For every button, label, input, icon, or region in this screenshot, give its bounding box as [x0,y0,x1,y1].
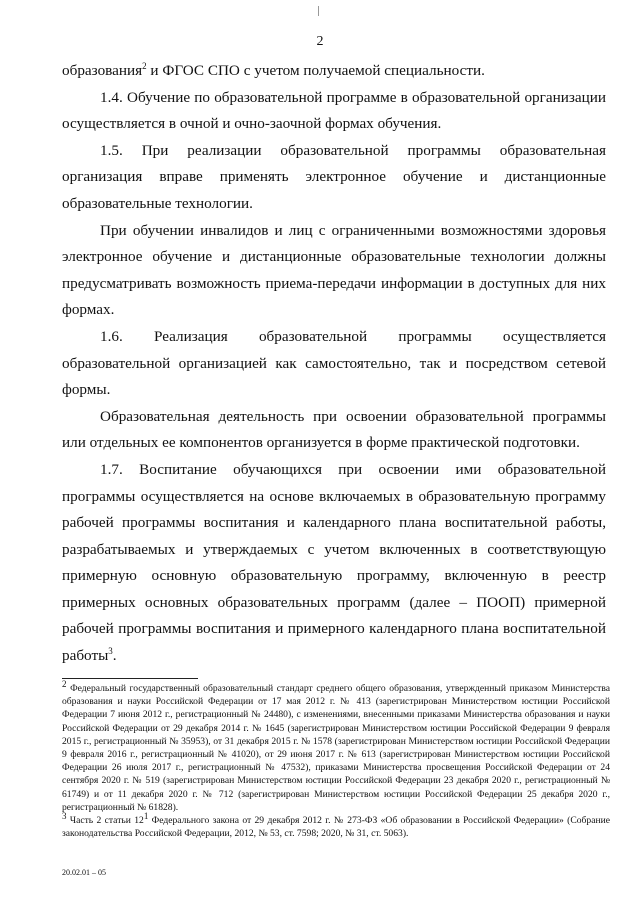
paragraph-continuation: образования$^2$ и ФГОС СПО с учетом получаемой специальности. [62,60,485,79]
page-number: 2 [316,34,324,49]
paragraph-1-4: 1.4. Обучение по образовательной программе в образовательной организации осуществляется в очной и очно-заочной формах обучения. [62,88,606,133]
paragraph-disabled-persons: При обучении инвалидов и лиц с ограниченными возможностями здоровья электронное обучение и дистанционные образовательные технологии должны предусматривать возможность приема-передачи информации в доступных для них формах. [62,221,606,319]
footnote-divider [62,678,198,679]
scan-mark [318,6,319,16]
footnote-3: $^3$ Часть 2 статьи $12^1$ Федерального закона от 29 декабря 2012 г. № 273-ФЗ «Об образовании в Российской Федерации» (Собрание законодательства Российской Федерации, 2012, № 53, ст. 7598; 2020, № 31, ст. 5063). [62,810,610,840]
paragraph-1-6: 1.6. Реализация образовательной программы осуществляется образовательной организацией как самостоятельно, так и посредством сетевой формы. [62,327,606,399]
document-code: 20.02.01 – 05 [62,868,106,877]
footnotes [62,678,610,840]
footnote-ref: 3 [108,646,113,656]
paragraph-practical-training: Образовательная деятельность при освоении образовательной программы или отдельных ее компонентов организуется в форме практической подготовки. [62,407,606,452]
footnote-ref: 2 [142,60,147,71]
footnote-2: $^2$ Федеральный государственный образовательный стандарт среднего общего образования, утвержденный приказом Министерства образования и науки Российской Федерации от 17 мая 2012 г. № 413 (зарегистрирован Министерством юстиции Российской Федерации 7 июня 2012 г., регистрационный № 24480), с изменениями, внесенными приказами Министерства образования и науки Российской Федерации от 29 декабря 2014 г. № 1645 (зарегистрирован Министерством юстиции Российской Федерации 9 февраля 2015 г., регистрационный № 35953), от 31 декабря 2015 г. № 1578 (зарегистрирован Министерством юстиции Российской Федерации 9 февраля 2016 г., регистрационный № 41020), от 29 июня 2017 г. № 613 (зарегистрирован Министерством юстиции Российской Федерации 26 июля 2017 г., регистрационный № 47532), приказами Министерства просвещения Российской Федерации от 24 сентября 2020 г. № 519 (зарегистрирован Министерством юстиции Российской Федерации 23 декабря 2020 г., регистрационный № 61749) и от 11 декабря 2020 г. № 712 (зарегистрирован Министерством юстиции Российской Федерации 25 декабря 2020 г., регистрационный № 61828). [62,678,610,813]
paragraph-1-7: 1.7. Воспитание обучающихся при освоении ими образовательной программы осуществляется на основе включаемых в образовательную программу рабочей программы воспитания и календарного плана воспитательной работы, разрабатываемых и утверждаемых с учетом включенных в соответствующую примерную основную образовательную программу, включенную в реестр примерных основных образовательных программ (далее – ПООП) примерной рабочей программы воспитания и примерного календарного плана воспитательной работы$^3$. [62,460,606,665]
document-body [62,58,606,670]
paragraph-1-5: 1.5. При реализации образовательной программы образовательная организация вправе применять электронное обучение и дистанционные образовательные технологии. [62,141,606,212]
